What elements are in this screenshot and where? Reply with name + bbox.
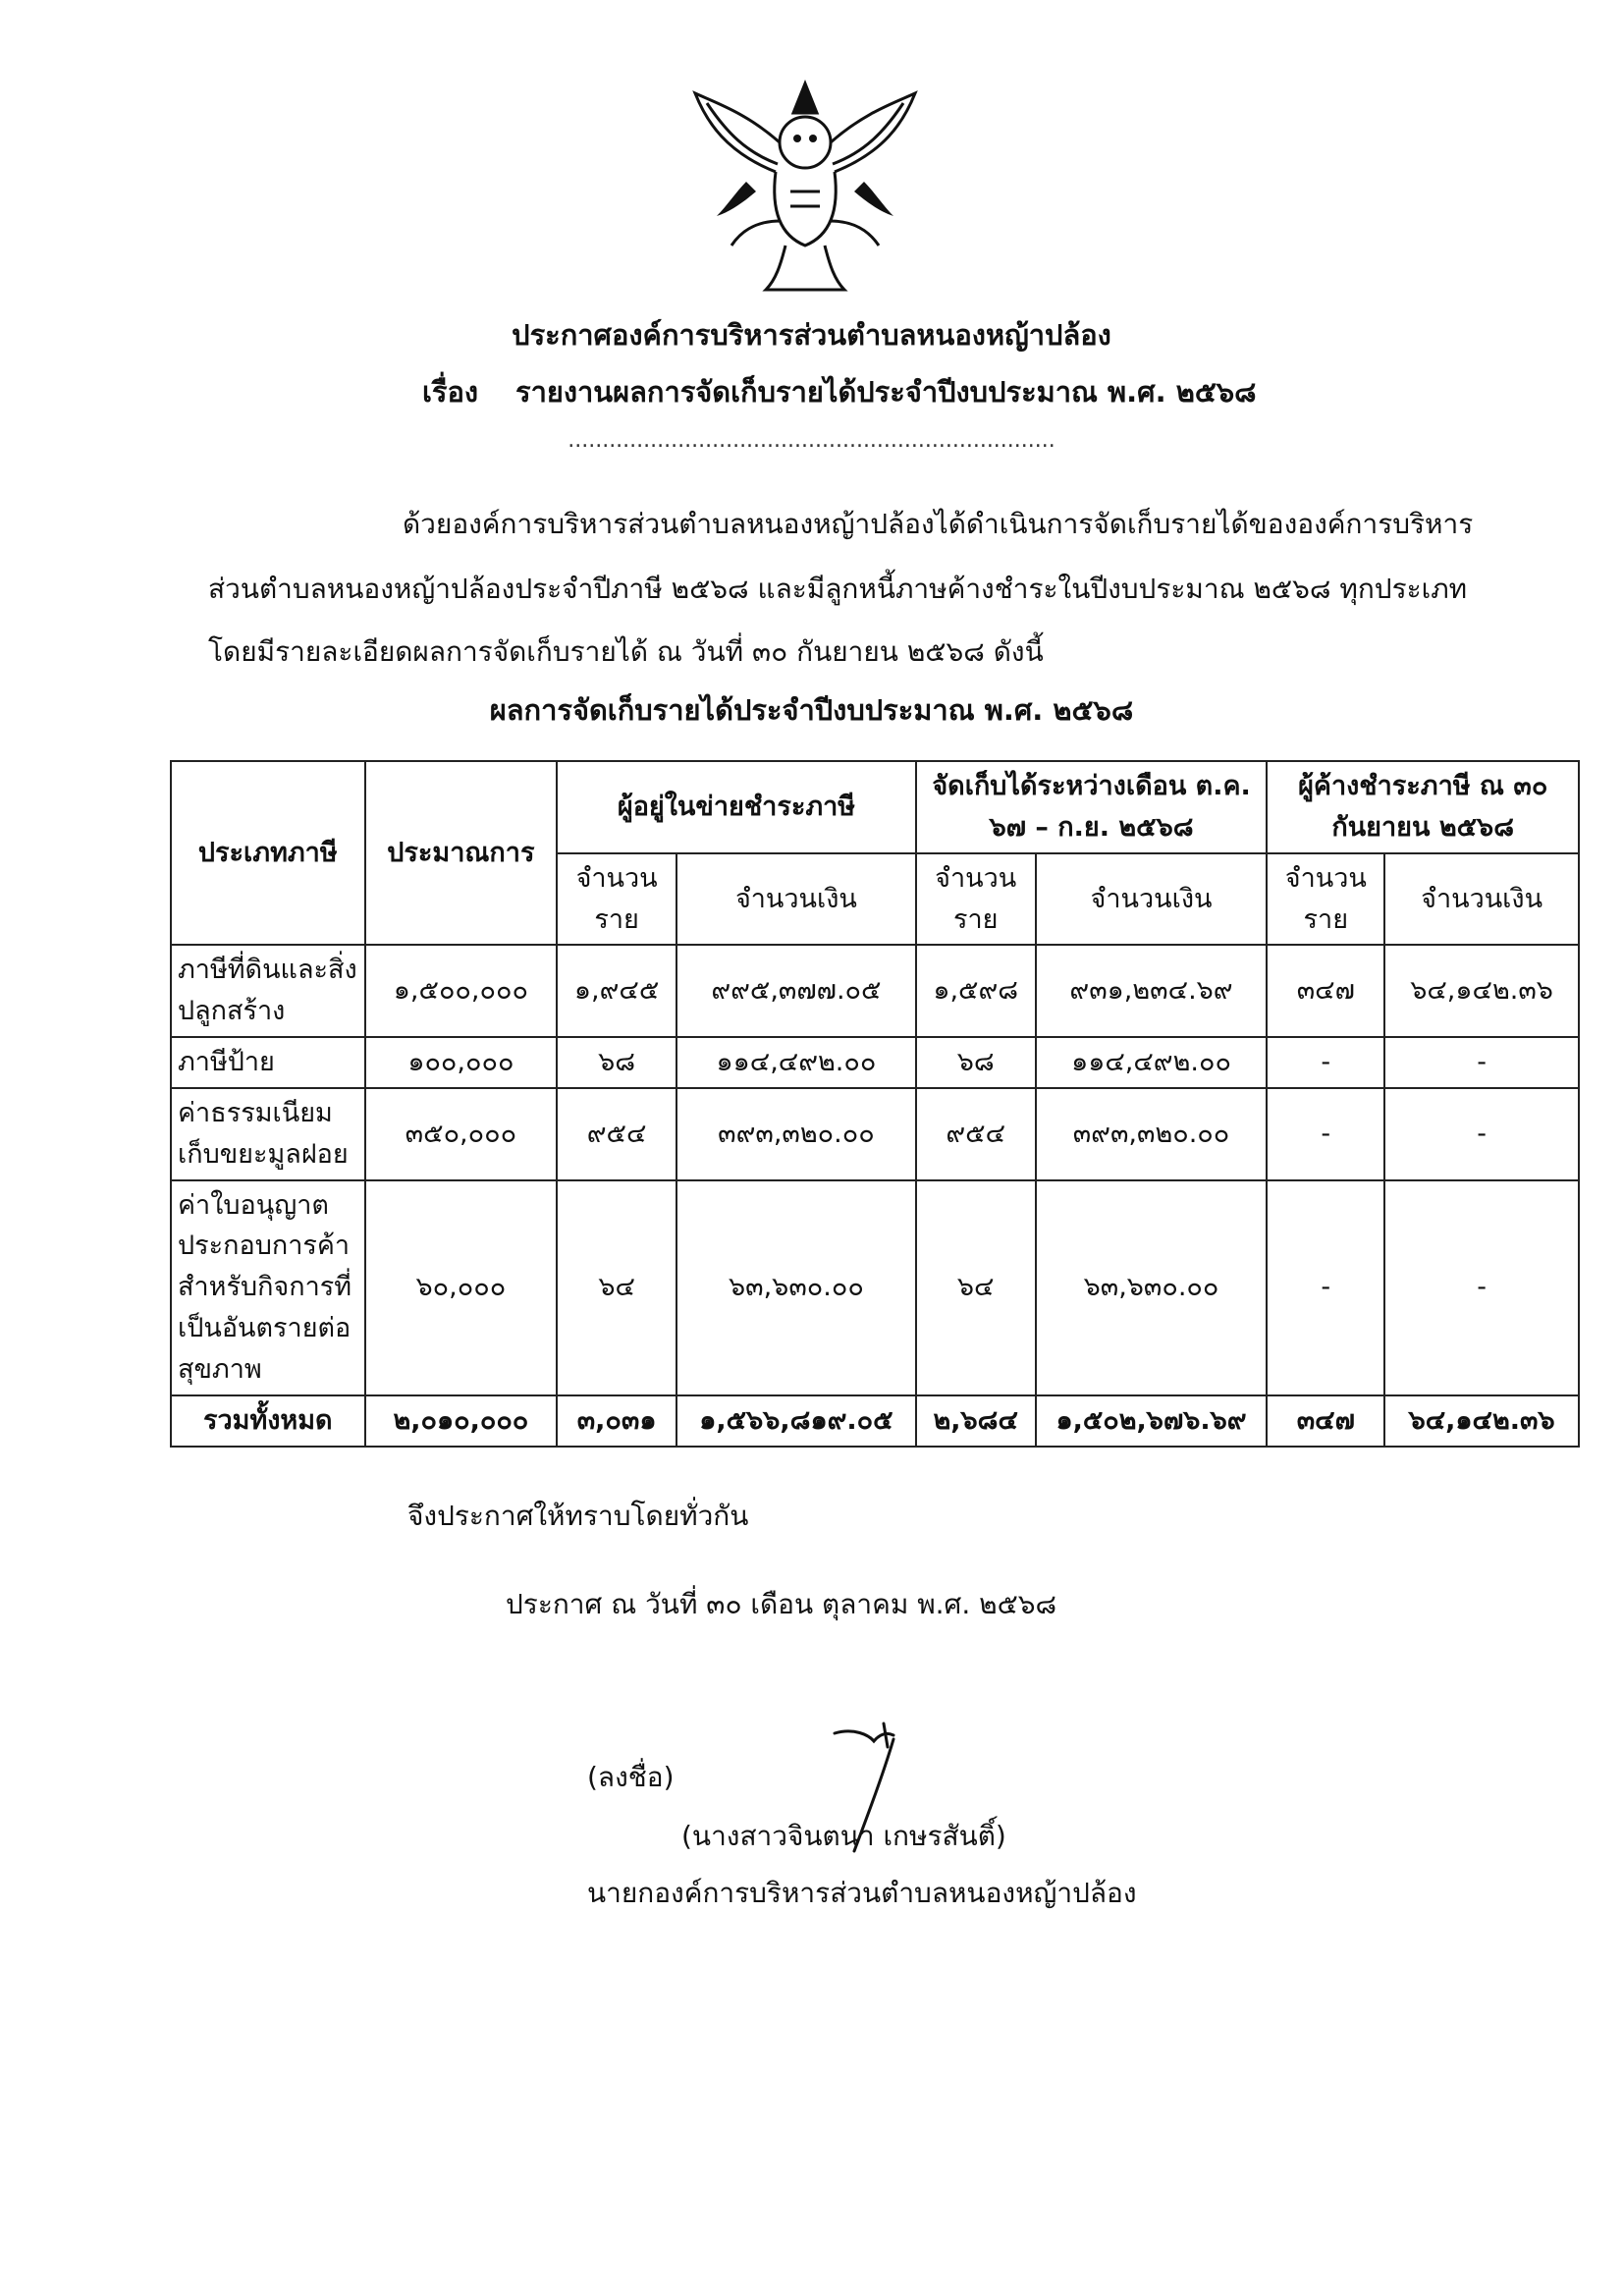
cell-col-amount: ๖๓,๖๓๐.๐๐ — [1036, 1180, 1268, 1395]
cell-estimate: ๓๕๐,๐๐๐ — [365, 1088, 558, 1180]
cell-net-count: ๑,๙๔๕ — [557, 945, 676, 1037]
header-in-network: ผู้อยู่ในข่ายชำระภาษี — [557, 761, 916, 853]
cell-col-count: ๙๕๔ — [916, 1088, 1036, 1180]
header-row-1 — [171, 761, 1579, 853]
closing-statement: จึงประกาศให้ทราบโดยทั่วกัน — [407, 1500, 749, 1532]
table-row — [171, 1037, 1579, 1088]
header-col-amount: จำนวนเงิน — [1036, 853, 1268, 946]
header-type: ประเภทภาษี — [171, 761, 365, 945]
table-row — [171, 1088, 1579, 1180]
cell-net-count: ๖๔ — [557, 1180, 676, 1395]
announcement-date: ประกาศ ณ วันที่ ๓๐ เดือน ตุลาคม พ.ศ. ๒๕๖๘ — [506, 1588, 1057, 1620]
total-label: รวมทั้งหมด — [171, 1395, 365, 1447]
cell-type: ค่าธรรมเนียมเก็บขยะมูลฝอย — [171, 1088, 365, 1180]
header-outstanding: ผู้ค้างชำระภาษี ณ ๓๐ กันยายน ๒๕๖๘ — [1267, 761, 1579, 853]
cell-net-amount: ๓๙๓,๓๒๐.๐๐ — [676, 1088, 916, 1180]
total-net-count: ๓,๐๓๑ — [557, 1395, 676, 1447]
header-net-count: จำนวนราย — [557, 853, 676, 946]
body-line-3: โดยมีรายละเอียดผลการจัดเก็บรายได้ ณ วันที่ ๓๐ กันยายน ๒๕๖๘ ดังนี้ — [208, 635, 1044, 668]
cell-net-amount: ๖๓,๖๓๐.๐๐ — [676, 1180, 916, 1395]
garuda-emblem — [687, 74, 923, 295]
total-out-amount: ๖๔,๑๔๒.๓๖ — [1384, 1395, 1579, 1447]
cell-estimate: ๑,๕๐๐,๐๐๐ — [365, 945, 558, 1037]
subject-text: รายงานผลการจัดเก็บรายได้ประจำปีงบประมาณ พ.ศ. ๒๕๖๘ — [515, 375, 1257, 409]
cell-col-amount: ๓๙๓,๓๒๐.๐๐ — [1036, 1088, 1268, 1180]
cell-col-count: ๖๘ — [916, 1037, 1036, 1088]
cell-estimate: ๑๐๐,๐๐๐ — [365, 1037, 558, 1088]
header-collected: จัดเก็บได้ระหว่างเดือน ต.ค. ๖๗ – ก.ย. ๒๕๖๘ — [916, 761, 1268, 853]
total-row — [171, 1395, 1579, 1447]
cell-col-amount: ๙๓๑,๒๓๔.๖๙ — [1036, 945, 1268, 1037]
cell-out-count: ๓๔๗ — [1267, 945, 1384, 1037]
cell-estimate: ๖๐,๐๐๐ — [365, 1180, 558, 1395]
cell-out-amount: - — [1384, 1037, 1579, 1088]
signer-name: (นางสาวจินตนา เกษรสันติ์) — [681, 1820, 1006, 1852]
cell-out-amount: ๖๔,๑๔๒.๓๖ — [1384, 945, 1579, 1037]
subject-label: เรื่อง — [422, 375, 479, 409]
table-title: ผลการจัดเก็บรายได้ประจำปีงบประมาณ พ.ศ. ๒๕๖๘ — [489, 693, 1134, 727]
separator-dots: ....................................................................... — [568, 428, 1055, 453]
table-row — [171, 945, 1579, 1037]
cell-net-count: ๙๕๔ — [557, 1088, 676, 1180]
cell-net-amount: ๙๙๕,๓๗๗.๐๕ — [676, 945, 916, 1037]
header-out-amount: จำนวนเงิน — [1384, 853, 1579, 946]
cell-net-count: ๖๘ — [557, 1037, 676, 1088]
header-out-count: จำนวนราย — [1267, 853, 1384, 946]
announcement-title: ประกาศองค์การบริหารส่วนตำบลหนองหญ้าปล้อง — [512, 318, 1111, 352]
announcement-subject — [422, 369, 1306, 414]
cell-out-count: - — [1267, 1088, 1384, 1180]
cell-net-amount: ๑๑๔,๔๙๒.๐๐ — [676, 1037, 916, 1088]
body-line-2: ส่วนตำบลหนองหญ้าปล้องประจำปีภาษี ๒๕๖๘ และมีลูกหนี้ภาษค้างชำระในปีงบประมาณ ๒๕๖๘ ทุกประเภท — [208, 573, 1468, 605]
header-col-count: จำนวนราย — [916, 853, 1036, 946]
total-estimate: ๒,๐๑๐,๐๐๐ — [365, 1395, 558, 1447]
cell-out-count: - — [1267, 1037, 1384, 1088]
body-line-1: ด้วยองค์การบริหารส่วนตำบลหนองหญ้าปล้องได้ดำเนินการจัดเก็บรายได้ขององค์การบริหาร — [403, 508, 1474, 540]
header-estimate: ประมาณการ — [365, 761, 558, 945]
table-row — [171, 1180, 1579, 1395]
total-out-count: ๓๔๗ — [1267, 1395, 1384, 1447]
total-net-amount: ๑,๕๖๖,๘๑๙.๐๕ — [676, 1395, 916, 1447]
header-net-amount: จำนวนเงิน — [676, 853, 916, 946]
cell-type: ภาษีที่ดินและสิ่งปลูกสร้าง — [171, 945, 365, 1037]
cell-out-amount: - — [1384, 1088, 1579, 1180]
cell-type: ภาษีป้าย — [171, 1037, 365, 1088]
cell-type: ค่าใบอนุญาตประกอบการค้าสำหรับกิจการที่เป็นอันตรายต่อสุขภาพ — [171, 1180, 365, 1395]
total-col-amount: ๑,๕๐๒,๖๗๖.๖๙ — [1036, 1395, 1268, 1447]
cell-out-count: - — [1267, 1180, 1384, 1395]
cell-col-count: ๑,๕๙๘ — [916, 945, 1036, 1037]
cell-col-amount: ๑๑๔,๔๙๒.๐๐ — [1036, 1037, 1268, 1088]
cell-out-amount: - — [1384, 1180, 1579, 1395]
revenue-table — [170, 760, 1580, 1448]
signer-position: นายกองค์การบริหารส่วนตำบลหนองหญ้าปล้อง — [587, 1877, 1137, 1909]
cell-col-count: ๖๔ — [916, 1180, 1036, 1395]
signature-label: (ลงชื่อ) — [587, 1761, 675, 1793]
total-col-count: ๒,๖๘๔ — [916, 1395, 1036, 1447]
